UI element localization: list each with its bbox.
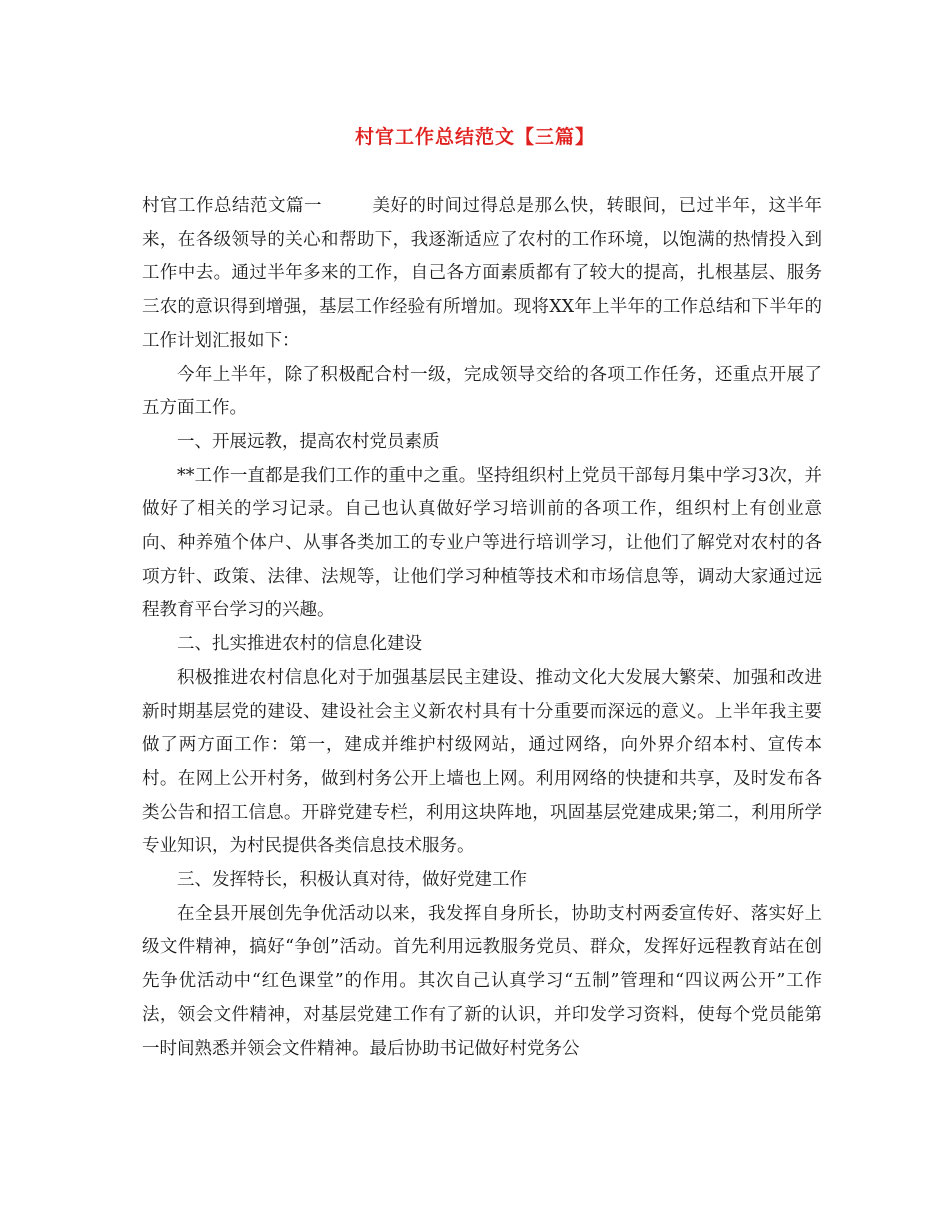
subheading: 三、发挥特长，积极认真对待，做好党建工作 <box>177 870 527 891</box>
paragraph: 今年上半年，除了积极配合村一级，完成领导交给的各项工作任务，还重点开展了五方面工作。 <box>142 364 822 419</box>
paragraph-intro <box>142 190 822 359</box>
paragraph-text: 美好的时间过得总是那么快，转眼间，已过半年，这半年来，在各级领导的关心和帮助下，我逐渐适应了农村的工作环境，以饱满的热情投入到工作中去。通过半年多来的工作，自己各方面素质都有了较大的提高，扎根基层、服务三农的意识得到增强，基层工作经验有所增加。现将XX年上半年的工作总结和下半年的工作计划汇报如下： <box>142 196 822 351</box>
paragraph: **工作一直都是我们工作的重中之重。坚持组织村上党员干部每月集中学习3次，并做好了相关的学习记录。自己也认真做好学习培训前的各项工作，组织村上有创业意向、种养殖个体户、从事各类加工的专业户等进行培训学习，让他们了解党对农村的各项方针、政策、法律、法规等，让他们学习种植等技术和市场信息等，调动大家通过远程教育平台学习的兴趣。 <box>142 465 822 621</box>
document-body <box>142 190 822 1066</box>
paragraph: 在全县开展创先争优活动以来，我发挥自身所长，协助支村两委宣传好、落实好上级文件精神，搞好“争创”活动。首先利用远教服务党员、群众，发挥好远程教育站在创先争优活动中“红色课堂”的作用。其次自己认真学习“五制”管理和“四议两公开”工作法，领会文件精神，对基层党建工作有了新的认识，并印发学习资料，使每个党员能第一时间熟悉并领会文件精神。最后协助书记做好村党务公 <box>142 903 822 1059</box>
subheading: 二、扎实推进农村的信息化建设 <box>177 634 422 655</box>
subheading: 一、开展远教，提高农村党员素质 <box>177 431 440 452</box>
section-heading-part-one: 村官工作总结范文篇一 <box>142 196 322 216</box>
paragraph: 积极推进农村信息化对于加强基层民主建设、推动文化大发展大繁荣、加强和改进新时期基层党的建设、建设社会主义新农村具有十分重要而深远的意义。上半年我主要做了两方面工作：第一，建成并维护村级网站，通过网络，向外界介绍本村、宣传本村。在网上公开村务，做到村务公开上墙也上网。利用网络的快捷和共享，及时发布各类公告和招工信息。开辟党建专栏，利用这块阵地，巩固基层党建成果;第二，利用所学专业知识，为村民提供各类信息技术服务。 <box>142 667 822 857</box>
document-title: 村官工作总结范文【三篇】 <box>354 126 595 148</box>
